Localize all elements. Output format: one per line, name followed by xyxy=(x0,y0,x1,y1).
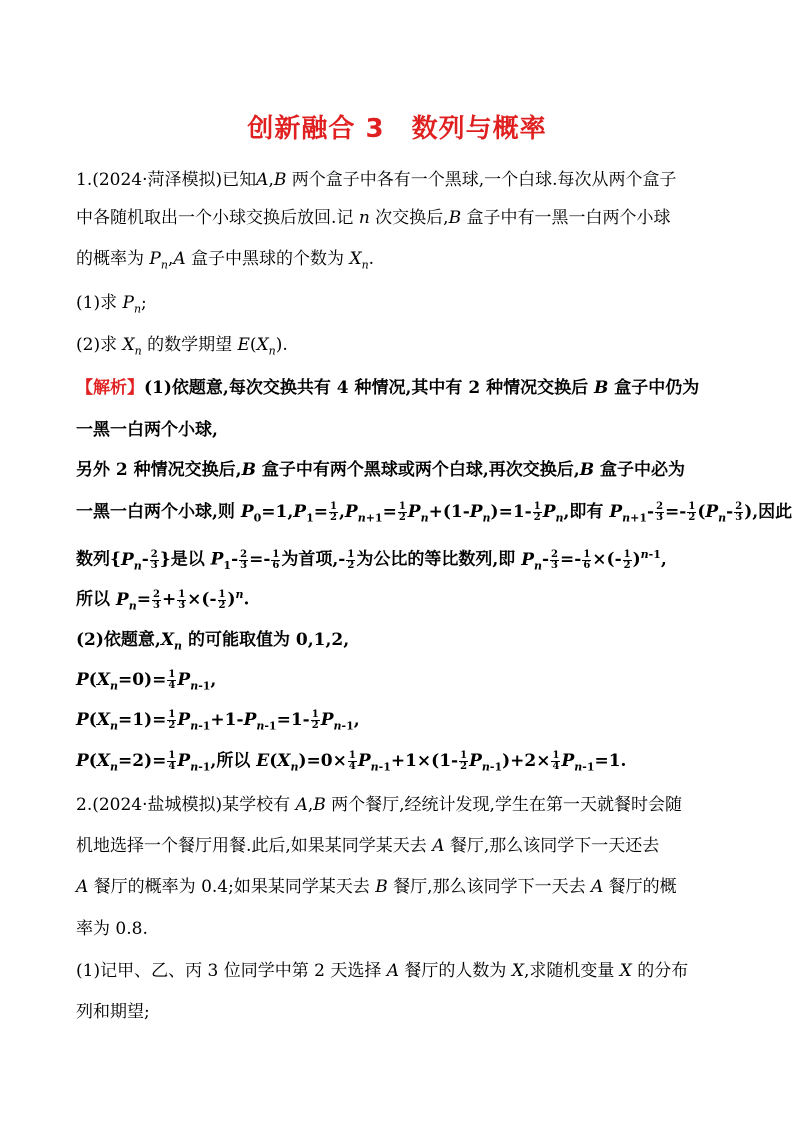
solution-line-8: $P(X_n=0)=$ $\frac{1}{4}$ $P_{n-1}$, xyxy=(76,669,217,693)
solution-line-9: $P(X_n=1)=$ $\frac{1}{2}$ $P_{n-1}+1-P_{n-1}=1-$ $\frac{1}{2}$ $P_{n-1}$, xyxy=(76,709,360,733)
q1-part-1: (1)求 $P_n$; xyxy=(76,293,147,316)
solution-line-6: 所以 $P_n=$ $\frac{2}{3}$ + $\frac{1}{3}$ ×(- $\frac{1}{2}$ )$^n$. xyxy=(76,588,250,613)
q1-line-3: 的概率为 $P_n,A$ 盒子中黑球的个数为 $X_n$. xyxy=(76,249,375,272)
solution-line-5: 数列{$P_n-$ $\frac{2}{3}$ }是以 $P_1-$ $\frac{2}{3}$ =- $\frac{1}{6}$ 为首项,- $\frac{1}{2}$ 为公比的等比数列,即 $P_n-$ $\frac{2}{3}$ =- $\frac{1}{6}$ ×(- $\frac{1}{2}$ )$^{n-1}$, xyxy=(76,548,667,573)
solution-line-1: 【解析】(1)依题意,每次交换共有 4 种情况,其中有 2 种情况交换后 B 盒子中仍为 xyxy=(76,378,700,398)
q2-line-1: 2.(2024·盐城模拟)某学校有 A,B 两个餐厅,经统计发现,学生在第一天就餐时会随 xyxy=(76,795,682,815)
solution-tag: 【解析】 xyxy=(76,378,144,398)
q1-line-1: 1.(2024·菏泽模拟)已知A,B 两个盒子中各有一个黑球,一个白球.每次从两个盒子 xyxy=(76,170,677,190)
q2-part-1a: (1)记甲、乙、丙 3 位同学中第 2 天选择 A 餐厅的人数为 X,求随机变量 X 的分布 xyxy=(76,961,689,981)
solution-line-10: $P(X_n=2)=$ $\frac{1}{4}$ $P_{n-1}$,所以 $E(X_n)=0\times$ $\frac{1}{4}$ $P_{n-1}+1\times(1-$ $\frac{1}{2}$ $P_{n-1})+2\times$ $\frac{1}{4}$ $P_{n-1}=1$. xyxy=(76,750,627,774)
q2-part-1b: 列和期望; xyxy=(76,1002,150,1022)
solution-line-3: 另外 2 种情况交换后,B 盒子中有两个黑球或两个白球,再次交换后,B 盒子中必为 xyxy=(76,460,686,480)
q2-line-3: A 餐厅的概率为 0.4;如果某同学某天去 B 餐厅,那么该同学下一天去 A 餐厅的概 xyxy=(76,877,677,897)
solution-line-4: 一黑一白两个小球,则 $P_0=1,P_1=$ $\frac{1}{2}$ $,P_{n+1}=$ $\frac{1}{2}$ $P_n+(1-P_n)=1-$ $\frac{1}{2}$ $P_n$,即有 $P_{n+1}-$ $\frac{2}{3}$ =- $\frac{1}{2}$ ($P_n-$ $\frac{2}{3}$ ),因此 xyxy=(76,501,793,525)
q1-line-2: 中各随机取出一个小球交换后放回.记 n 次交换后,B 盒子中有一黑一白两个小球 xyxy=(76,208,671,228)
solution-line-7: (2)依题意$,X_n$ 的可能取值为 0,1,2, xyxy=(76,630,350,653)
q2-line-2: 机地选择一个餐厅用餐.此后,如果某同学某天去 A 餐厅,那么该同学下一天还去 xyxy=(76,836,660,856)
q1-part-2: (2)求 $X_n$ 的数学期望 $E(X_n)$. xyxy=(76,335,288,358)
page-title: 创新融合 3 数列与概率 xyxy=(247,114,547,144)
solution-line-2: 一黑一白两个小球, xyxy=(76,420,218,440)
q2-line-4: 率为 0.8. xyxy=(76,919,148,939)
